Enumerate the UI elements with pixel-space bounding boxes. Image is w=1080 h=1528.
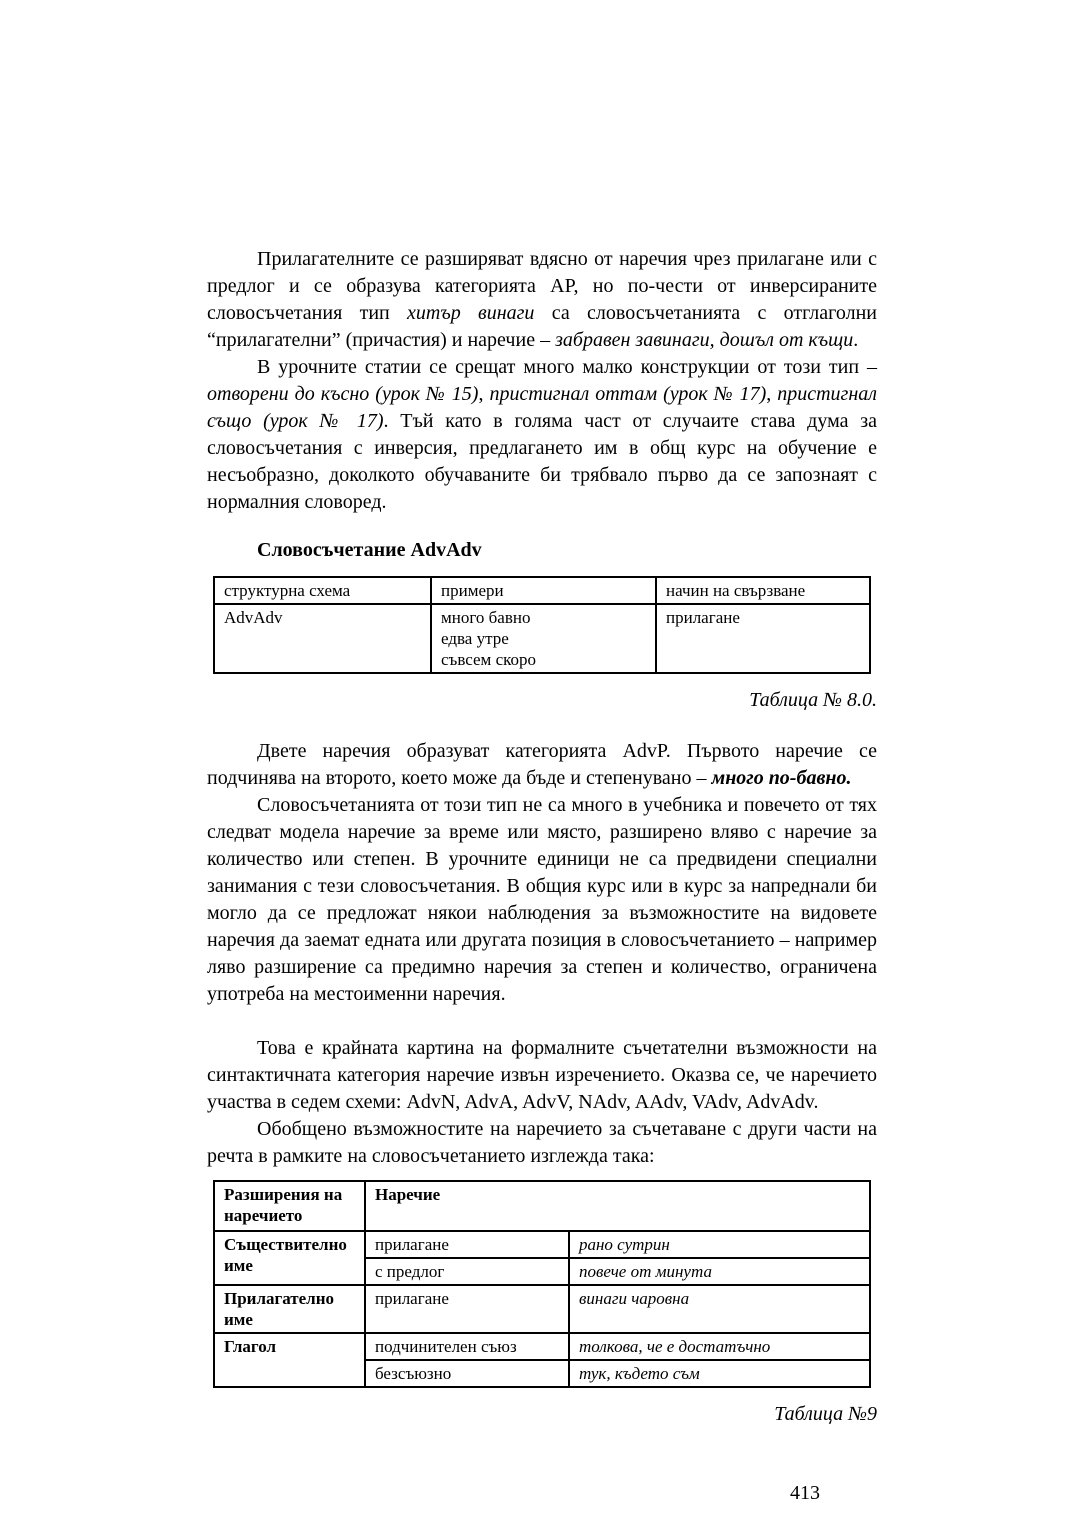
table-caption-9: Таблица №9 (774, 1403, 877, 1425)
t1-header-examples: примери (431, 577, 656, 604)
text-block (207, 246, 877, 1505)
text-run: В урочните статии се срещат много малко конструкции от този тип – (257, 356, 877, 378)
text-run: Двете наречия образуват категорията AdvP. Първото наречие се подчинява на второто, което може да бъде и степенувано – (207, 740, 877, 789)
table-adverb-extensions (213, 1180, 871, 1388)
paragraph-lesson-articles (207, 354, 877, 516)
paragraph-adjectives (207, 246, 877, 354)
t1-cell-scheme: AdvAdv (214, 604, 431, 673)
text-run: , (478, 383, 490, 405)
table-advadv-data-row (214, 604, 870, 673)
text-run-italic: пристигнал оттам (урок № 17) (489, 383, 767, 405)
page-number: 413 (790, 1482, 820, 1504)
t1-example-3: съвсем скоро (441, 650, 537, 669)
text-run: , (766, 383, 778, 405)
t2-example: повече от минута (569, 1258, 870, 1285)
text-run: са словосъчетанията с отглаголни “прилагателни” (причастия) и наречие – (207, 302, 877, 351)
text-run-italic: отворени до късно (урок № 15) (207, 383, 479, 405)
t2-example: толкова, че е достатъчно (569, 1333, 870, 1360)
t2-label-noun: Съществително име (214, 1231, 365, 1285)
t2-example: тук, където съм (569, 1360, 870, 1387)
t2-header-extensions: Разширения на наречието (214, 1181, 365, 1231)
t2-row-noun-1 (214, 1231, 870, 1258)
t2-method: подчинителен съюз (365, 1333, 569, 1360)
table-caption-8: Таблица № 8.0. (749, 689, 877, 711)
t2-label-verb: Глагол (214, 1333, 365, 1387)
paragraph-observations: Словосъчетанията от този тип не са много в учебника и повечето от тях следват модела наречие за време или място, разширено вляво с наречие за количество или степен. В урочните единици не са предвидени специални занимания с тези словосъчетания. В общия курс или в курс за напреднали би могло да се предложат някои наблюдения за възможностите на видовете наречия да заемат едната или другата позиция в словосъчетанието – например ляво разширение са предимно наречия за степен и количество, ограничена употреба на местоименни наречия. (207, 794, 877, 1005)
t1-cell-examples (431, 604, 656, 673)
t2-method: прилагане (365, 1231, 569, 1258)
text-run: . (853, 329, 859, 351)
t1-example-1: много бавно (441, 608, 531, 627)
t2-method: с предлог (365, 1258, 569, 1285)
t2-row-adjective (214, 1285, 870, 1333)
text-run-italic: хитър винаги (407, 302, 535, 324)
t1-cell-method: прилагане (656, 604, 870, 673)
t1-header-scheme: структурна схема (214, 577, 431, 604)
t2-example: рано сутрин (569, 1231, 870, 1258)
t2-method: безсъюзно (365, 1360, 569, 1387)
t2-row-verb-1 (214, 1333, 870, 1360)
t2-header-adverb: Наречие (365, 1181, 870, 1231)
table-advadv (213, 576, 871, 674)
text-run-bold-italic: много по-бавно. (711, 767, 852, 789)
table-advadv-header-row (214, 577, 870, 604)
text-run: . Тъй като в голяма част от случаите става дума за словосъчетания с инверсия, предлагането им в общ курс на обучение е несъобразно, доколкото обучаваните би трябвало първо да се запознаят с нормалния словоред. (207, 410, 878, 513)
t2-label-adjective: Прилагателно име (214, 1285, 365, 1333)
t2-method: прилагане (365, 1285, 569, 1333)
text-run-italic: пристигнал също (урок № 17) (207, 383, 877, 432)
paragraph-seven-schemes: Това е крайната картина на формалните съчетателни възможности на синтактичната категория наречие извън изречението. Оказва се, че наречието участва в седем схеми: AdvN, AdvA, AdvV, NAdv, AAdv, VAdv, AdvAdv. (207, 1037, 877, 1113)
t1-example-2: едва утре (441, 629, 509, 648)
t2-example: винаги чаровна (569, 1285, 870, 1333)
t2-header-row (214, 1181, 870, 1231)
t1-header-method: начин на свързване (656, 577, 870, 604)
paragraph-advp (207, 738, 877, 792)
paragraph-summary-intro: Обобщено възможностите на наречието за съчетаване с други части на речта в рамките на словосъчетанието изглежда така: (207, 1118, 877, 1167)
text-run: Прилагателните се разширяват вдясно от наречия чрез прилагане или с предлог и се образува категорията AP, но по-чести от инверсираните словосъчетания тип (207, 248, 877, 324)
text-run-italic: забравен завинаги, дошъл от къщи (555, 329, 854, 351)
section-heading-advadv: Словосъчетание AdvAdv (257, 539, 482, 561)
